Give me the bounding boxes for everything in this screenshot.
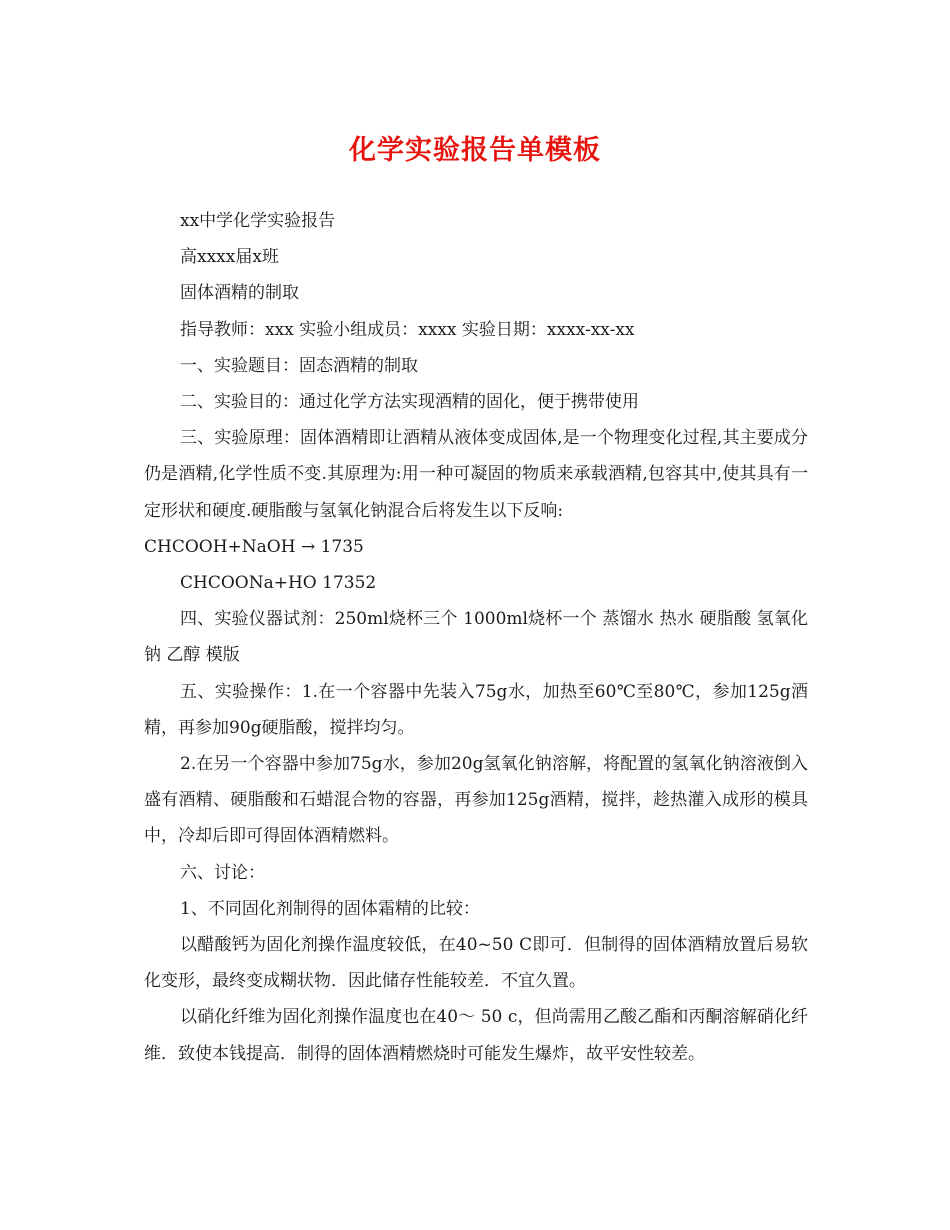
discussion-nitrocellulose: 以硝化纤维为固化剂操作温度也在40～ 50 c，但尚需用乙酸乙酯和丙酮溶解硝化纤维．致使本钱提高．制得的固体酒精燃烧时可能发生爆炸，故平安性较差。 bbox=[144, 1007, 808, 1064]
class-line: 高xxxx届x班 bbox=[180, 247, 279, 268]
section-topic: 一、实验题目：固态酒精的制取 bbox=[180, 355, 418, 376]
section-discussion: 六、讨论： bbox=[180, 862, 265, 883]
discussion-subheading-1: 1、不同固化剂制得的固体霜精的比较： bbox=[180, 898, 480, 919]
experiment-name-line: 固体酒精的制取 bbox=[180, 283, 299, 304]
reaction-equation-2: CHCOONa+HO 17352 bbox=[180, 573, 377, 594]
section-apparatus: 四、实验仪器试剂：250ml烧杯三个 1000ml烧杯一个 蒸馏水 热水 硬脂酸 氢氧化钠 乙醇 模版 bbox=[144, 609, 808, 666]
document-body bbox=[144, 203, 808, 1072]
section-operation-step-1: 五、实验操作：1.在一个容器中先装入75g水，加热至60℃至80℃，参加125g酒精，再参加90g硬脂酸，搅拌均匀。 bbox=[144, 681, 808, 738]
discussion-calcium-acetate: 以醋酸钙为固化剂操作温度较低，在40~50 C即可．但制得的固体酒精放置后易软化变形，最终变成糊状物．因此储存性能较差．不宜久置。 bbox=[144, 935, 808, 992]
teacher-members-date-line: 指导教师：xxx 实验小组成员：xxxx 实验日期：xxxx-xx-xx bbox=[180, 319, 635, 340]
section-principle: 三、实验原理：固体酒精即让酒精从液体变成固体,是一个物理变化过程,其主要成分仍是酒精,化学性质不变.其原理为:用一种可凝固的物质来承载酒精,包容其中,使其具有一定形状和硬度.硬脂酸与氢氧化钠混合后将发生以下反响: bbox=[144, 428, 808, 521]
school-report-line: xx中学化学实验报告 bbox=[180, 211, 336, 231]
reaction-equation-1: CHCOOH+NaOH → 1735 bbox=[144, 536, 364, 557]
document-title: 化学实验报告单模板 bbox=[349, 135, 601, 166]
operation-step-2: 2.在另一个容器中参加75g水，参加20g氢氧化钠溶解，将配置的氢氧化钠溶液倒入盛有酒精、硬脂酸和石蜡混合物的容器，再参加125g酒精，搅拌，趁热灌入成形的模具中，冷却后即可得固体酒精燃料。 bbox=[144, 754, 808, 847]
section-purpose: 二、实验目的：通过化学方法实现酒精的固化，便于携带使用 bbox=[180, 392, 639, 413]
